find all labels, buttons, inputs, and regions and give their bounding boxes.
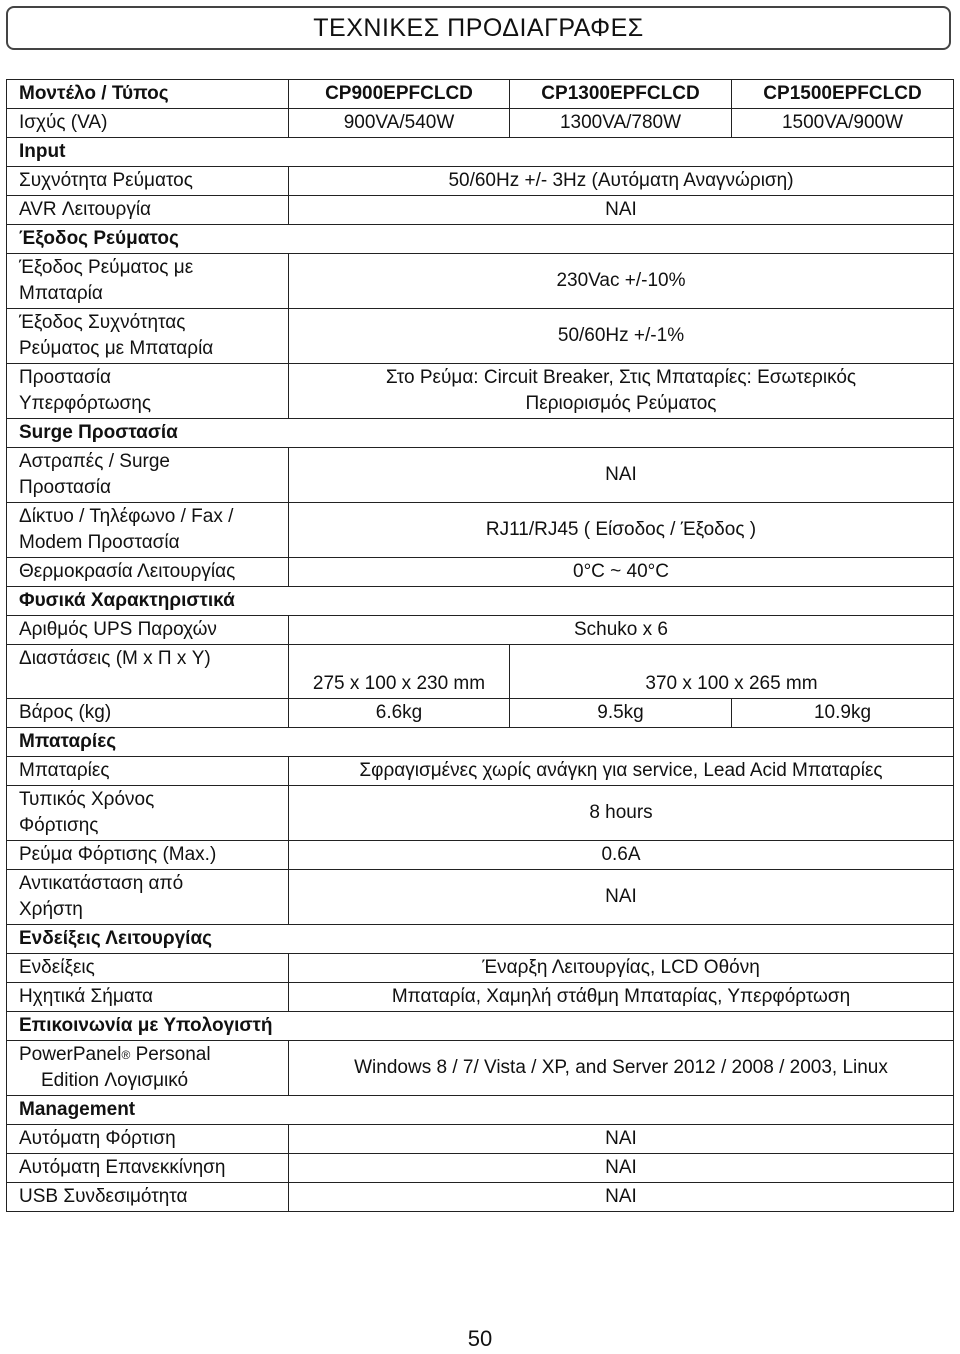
battery-freq-label-2: Ρεύματος με Μπαταρία — [19, 338, 214, 359]
table-row — [7, 757, 954, 786]
indicators-heading: Ενδείξεις Λειτουργίας — [7, 925, 954, 954]
table-row — [7, 983, 954, 1012]
overload-value-2: Περιορισμός Ρεύματος — [525, 393, 717, 414]
section-row — [7, 1012, 954, 1041]
software-label-2: Personal — [130, 1044, 211, 1065]
replace-label-2: Χρήστη — [19, 899, 83, 920]
avr-label: AVR Λειτουργία — [7, 196, 289, 225]
replace-label — [7, 870, 289, 925]
auto-charge-label: Αυτόματη Φόρτιση — [7, 1125, 289, 1154]
table-row — [7, 1041, 954, 1096]
battery-freq-value: 50/60Hz +/-1% — [289, 309, 954, 364]
table-row — [7, 954, 954, 983]
battery-heading: Μπαταρίες — [7, 728, 954, 757]
charge-current-label: Ρεύμα Φόρτισης (Max.) — [7, 841, 289, 870]
software-label-3: Edition Λογισμικό — [41, 1070, 189, 1091]
weight-cp1300: 9.5kg — [510, 699, 732, 728]
battery-type-value: Σφραγισμένες χωρίς ανάγκη για service, Lead Acid Μπαταρίες — [289, 757, 954, 786]
table-row — [7, 109, 954, 138]
output-heading: Έξοδος Ρεύματος — [7, 225, 954, 254]
table-row — [7, 841, 954, 870]
overload-label-1: Προστασία — [19, 367, 111, 388]
frequency-value: 50/60Hz +/- 3Hz (Αυτόματη Αναγνώριση) — [289, 167, 954, 196]
model-cp900: CP900EPFCLCD — [289, 80, 510, 109]
section-row — [7, 138, 954, 167]
section-row — [7, 225, 954, 254]
weight-label: Βάρος (kg) — [7, 699, 289, 728]
model-cp1500: CP1500EPFCLCD — [732, 80, 954, 109]
physical-heading: Φυσικά Χαρακτηριστικά — [7, 587, 954, 616]
network-label-1: Δίκτυο / Τηλέφωνο / Fax / — [19, 506, 234, 527]
software-label-1: PowerPanel — [19, 1044, 122, 1065]
auto-charge-value: ΝΑΙ — [289, 1125, 954, 1154]
overload-label — [7, 364, 289, 419]
dimensions-label: Διαστάσεις (Μ x Π x Υ) — [7, 645, 289, 699]
table-row — [7, 1125, 954, 1154]
table-row — [7, 870, 954, 925]
section-row — [7, 728, 954, 757]
page-title: ΤΕΧΝΙΚΕΣ ΠΡΟΔΙΑΓΡΑΦΕΣ — [313, 13, 644, 42]
table-row — [7, 616, 954, 645]
frequency-label: Συχνότητα Ρεύματος — [7, 167, 289, 196]
lightning-label — [7, 448, 289, 503]
table-row — [7, 786, 954, 841]
table-row — [7, 448, 954, 503]
lightning-label-2: Προστασία — [19, 477, 111, 498]
section-row — [7, 419, 954, 448]
temperature-value: 0°C ~ 40°C — [289, 558, 954, 587]
overload-value-1: Στο Ρεύμα: Circuit Breaker, Στις Μπαταρίες: Εσωτερικός — [385, 367, 857, 388]
section-row — [7, 925, 954, 954]
model-cp1300: CP1300EPFCLCD — [510, 80, 732, 109]
table-row — [7, 364, 954, 419]
table-row — [7, 1154, 954, 1183]
replace-value: ΝΑΙ — [289, 870, 954, 925]
table-row — [7, 1183, 954, 1212]
power-cp1500: 1500VA/900W — [732, 109, 954, 138]
battery-voltage-label — [7, 254, 289, 309]
management-heading: Management — [7, 1096, 954, 1125]
software-value: Windows 8 / 7/ Vista / XP, and Server 2012 / 2008 / 2003, Linux — [289, 1041, 954, 1096]
recharge-label-2: Φόρτισης — [19, 815, 99, 836]
power-label: Ισχύς (VA) — [7, 109, 289, 138]
usb-label: USB Συνδεσιμότητα — [7, 1183, 289, 1212]
replace-label-1: Αντικατάσταση από — [19, 873, 184, 894]
outlets-value: Schuko x 6 — [289, 616, 954, 645]
table-row — [7, 309, 954, 364]
alarm-value: Μπαταρία, Χαμηλή στάθμη Μπαταρίας, Υπερφόρτωση — [289, 983, 954, 1012]
outlets-label: Αριθμός UPS Παροχών — [7, 616, 289, 645]
overload-label-2: Υπερφόρτωσης — [19, 393, 152, 414]
battery-freq-label-1: Έξοδος Συχνότητας — [19, 312, 186, 333]
charge-current-value: 0.6A — [289, 841, 954, 870]
table-row — [7, 196, 954, 225]
table-row — [7, 167, 954, 196]
network-label-2: Modem Προστασία — [19, 532, 180, 553]
table-row — [7, 558, 954, 587]
dimensions-large: 370 x 100 x 265 mm — [510, 645, 954, 699]
section-row — [7, 1096, 954, 1125]
battery-voltage-label-2: Μπαταρία — [19, 283, 103, 304]
lightning-value: ΝΑΙ — [289, 448, 954, 503]
battery-voltage-label-1: Έξοδος Ρεύματος με — [19, 257, 194, 278]
weight-cp1500: 10.9kg — [732, 699, 954, 728]
power-cp900: 900VA/540W — [289, 109, 510, 138]
avr-value: ΝΑΙ — [289, 196, 954, 225]
network-label — [7, 503, 289, 558]
surge-heading: Surge Προστασία — [7, 419, 954, 448]
dimensions-small: 275 x 100 x 230 mm — [289, 645, 510, 699]
overload-value — [289, 364, 954, 419]
model-header-label: Μοντέλο / Τύπος — [7, 80, 289, 109]
recharge-label — [7, 786, 289, 841]
table-row — [7, 254, 954, 309]
battery-freq-label — [7, 309, 289, 364]
table-row — [7, 503, 954, 558]
alarm-label: Ηχητικά Σήματα — [7, 983, 289, 1012]
network-value: RJ11/RJ45 ( Είσοδος / Έξοδος ) — [289, 503, 954, 558]
input-heading: Input — [7, 138, 954, 167]
registered-mark: ® — [121, 1048, 131, 1062]
auto-restart-label: Αυτόματη Επανεκκίνηση — [7, 1154, 289, 1183]
table-row — [7, 80, 954, 109]
display-label: Ενδείξεις — [7, 954, 289, 983]
battery-type-label: Μπαταρίες — [7, 757, 289, 786]
recharge-label-1: Τυπικός Χρόνος — [19, 789, 155, 810]
weight-cp900: 6.6kg — [289, 699, 510, 728]
display-value: Έναρξη Λειτουργίας, LCD Οθόνη — [289, 954, 954, 983]
page-number: 50 — [467, 1326, 493, 1351]
recharge-value: 8 hours — [289, 786, 954, 841]
section-row — [7, 587, 954, 616]
software-label — [7, 1041, 289, 1096]
battery-voltage-value: 230Vac +/-10% — [289, 254, 954, 309]
lightning-label-1: Αστραπές / Surge — [19, 451, 170, 472]
table-row — [7, 645, 954, 699]
specifications-table — [6, 79, 954, 1212]
auto-restart-value: ΝΑΙ — [289, 1154, 954, 1183]
usb-value: ΝΑΙ — [289, 1183, 954, 1212]
communication-heading: Επικοινωνία με Υπολογιστή — [7, 1012, 954, 1041]
page-title-box — [6, 6, 951, 50]
table-row — [7, 699, 954, 728]
power-cp1300: 1300VA/780W — [510, 109, 732, 138]
temperature-label: Θερμοκρασία Λειτουργίας — [7, 558, 289, 587]
